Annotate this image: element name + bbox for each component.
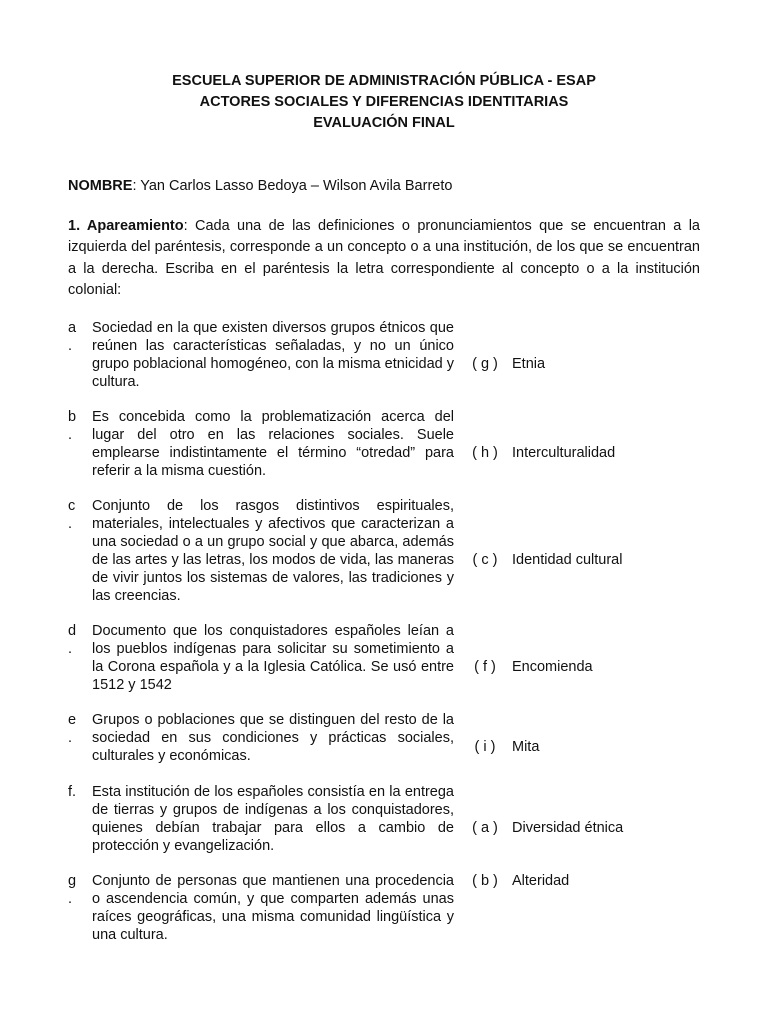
evaluation-title: EVALUACIÓN FINAL bbox=[313, 115, 455, 131]
item-letter: c . bbox=[68, 498, 76, 532]
instructions-label: 1. Apareamiento bbox=[68, 218, 184, 234]
document-header bbox=[0, 71, 768, 134]
name-label: NOMBRE bbox=[68, 178, 133, 194]
answer-parenthesis: ( b ) bbox=[472, 873, 498, 889]
answer-parenthesis: ( i ) bbox=[474, 739, 496, 755]
item-definition: Esta institución de los españoles consistía en la entrega de tierras y grupos de indígenas a los conquistadores, quienes debían trabajar para ellos a cambio de protección y evangelización. bbox=[92, 784, 454, 854]
item-term: Etnia bbox=[512, 356, 546, 372]
instructions-paragraph bbox=[68, 216, 700, 301]
item-term: Interculturalidad bbox=[512, 445, 616, 461]
item-letter: a . bbox=[68, 320, 77, 354]
item-letter: b . bbox=[68, 409, 77, 443]
answer-parenthesis: ( a ) bbox=[472, 820, 498, 836]
instructions-text: : Cada una de las definiciones o pronunciamientos que se encuentran a la izquierda del paréntesis, corresponde a un concepto o a una institución, de los que se encuentran a la derecha. Escriba en el paréntesis la letra correspondiente al concepto o a la institución colonial: bbox=[68, 218, 700, 298]
course-title: ACTORES SOCIALES Y DIFERENCIAS IDENTITARIAS bbox=[199, 94, 569, 110]
item-definition: Conjunto de los rasgos distintivos espirituales, materiales, intelectuales y afectivos que caracterizan a una sociedad o a un grupo social y que abarca, además de las artes y las letras, los modos de vida, las maneras de vivir juntos los sistemas de valores, las tradiciones y las creencias. bbox=[92, 498, 454, 604]
item-term: Alteridad bbox=[512, 873, 570, 889]
item-definition: Conjunto de personas que mantienen una procedencia o ascendencia común, y que comparten además unas raíces geográficas, una misma comunidad lingüística y una cultura. bbox=[92, 873, 454, 943]
item-term: Mita bbox=[512, 739, 540, 755]
answer-parenthesis: ( h ) bbox=[472, 445, 498, 461]
item-definition: Es concebida como la problematización acerca del lugar del otro en las relaciones sociales. Suele emplearse indistintamente el término “otredad” para referir a la misma cuestión. bbox=[92, 409, 454, 479]
item-letter: g . bbox=[68, 873, 77, 907]
item-term: Diversidad étnica bbox=[512, 820, 624, 836]
item-term: Encomienda bbox=[512, 659, 593, 675]
item-definition: Sociedad en la que existen diversos grupos étnicos que reúnen las características señaladas, y no un único grupo poblacional homogéneo, con la misma etnicidad y cultura. bbox=[92, 320, 454, 390]
name-line bbox=[68, 176, 700, 196]
name-value: Yan Carlos Lasso Bedoya – Wilson Avila Barreto bbox=[140, 178, 453, 194]
item-letter: f. bbox=[68, 784, 77, 800]
item-definition: Grupos o poblaciones que se distinguen del resto de la sociedad en sus condiciones y prácticas sociales, culturales y económicas. bbox=[92, 712, 454, 764]
name-separator: : bbox=[132, 178, 141, 194]
answer-parenthesis: ( g ) bbox=[472, 356, 498, 372]
answer-parenthesis: ( f ) bbox=[474, 659, 496, 675]
item-definition: Documento que los conquistadores españoles leían a los pueblos indígenas para solicitar su sometimiento a la Corona española y a la Iglesia Católica. Se usó entre 1512 y 1542 bbox=[92, 623, 454, 693]
item-letter: e . bbox=[68, 712, 77, 746]
item-term: Identidad cultural bbox=[512, 552, 623, 568]
item-letter: d . bbox=[68, 623, 77, 657]
answer-parenthesis: ( c ) bbox=[472, 552, 498, 568]
institution-title: ESCUELA SUPERIOR DE ADMINISTRACIÓN PÚBLICA - ESAP bbox=[172, 73, 596, 89]
